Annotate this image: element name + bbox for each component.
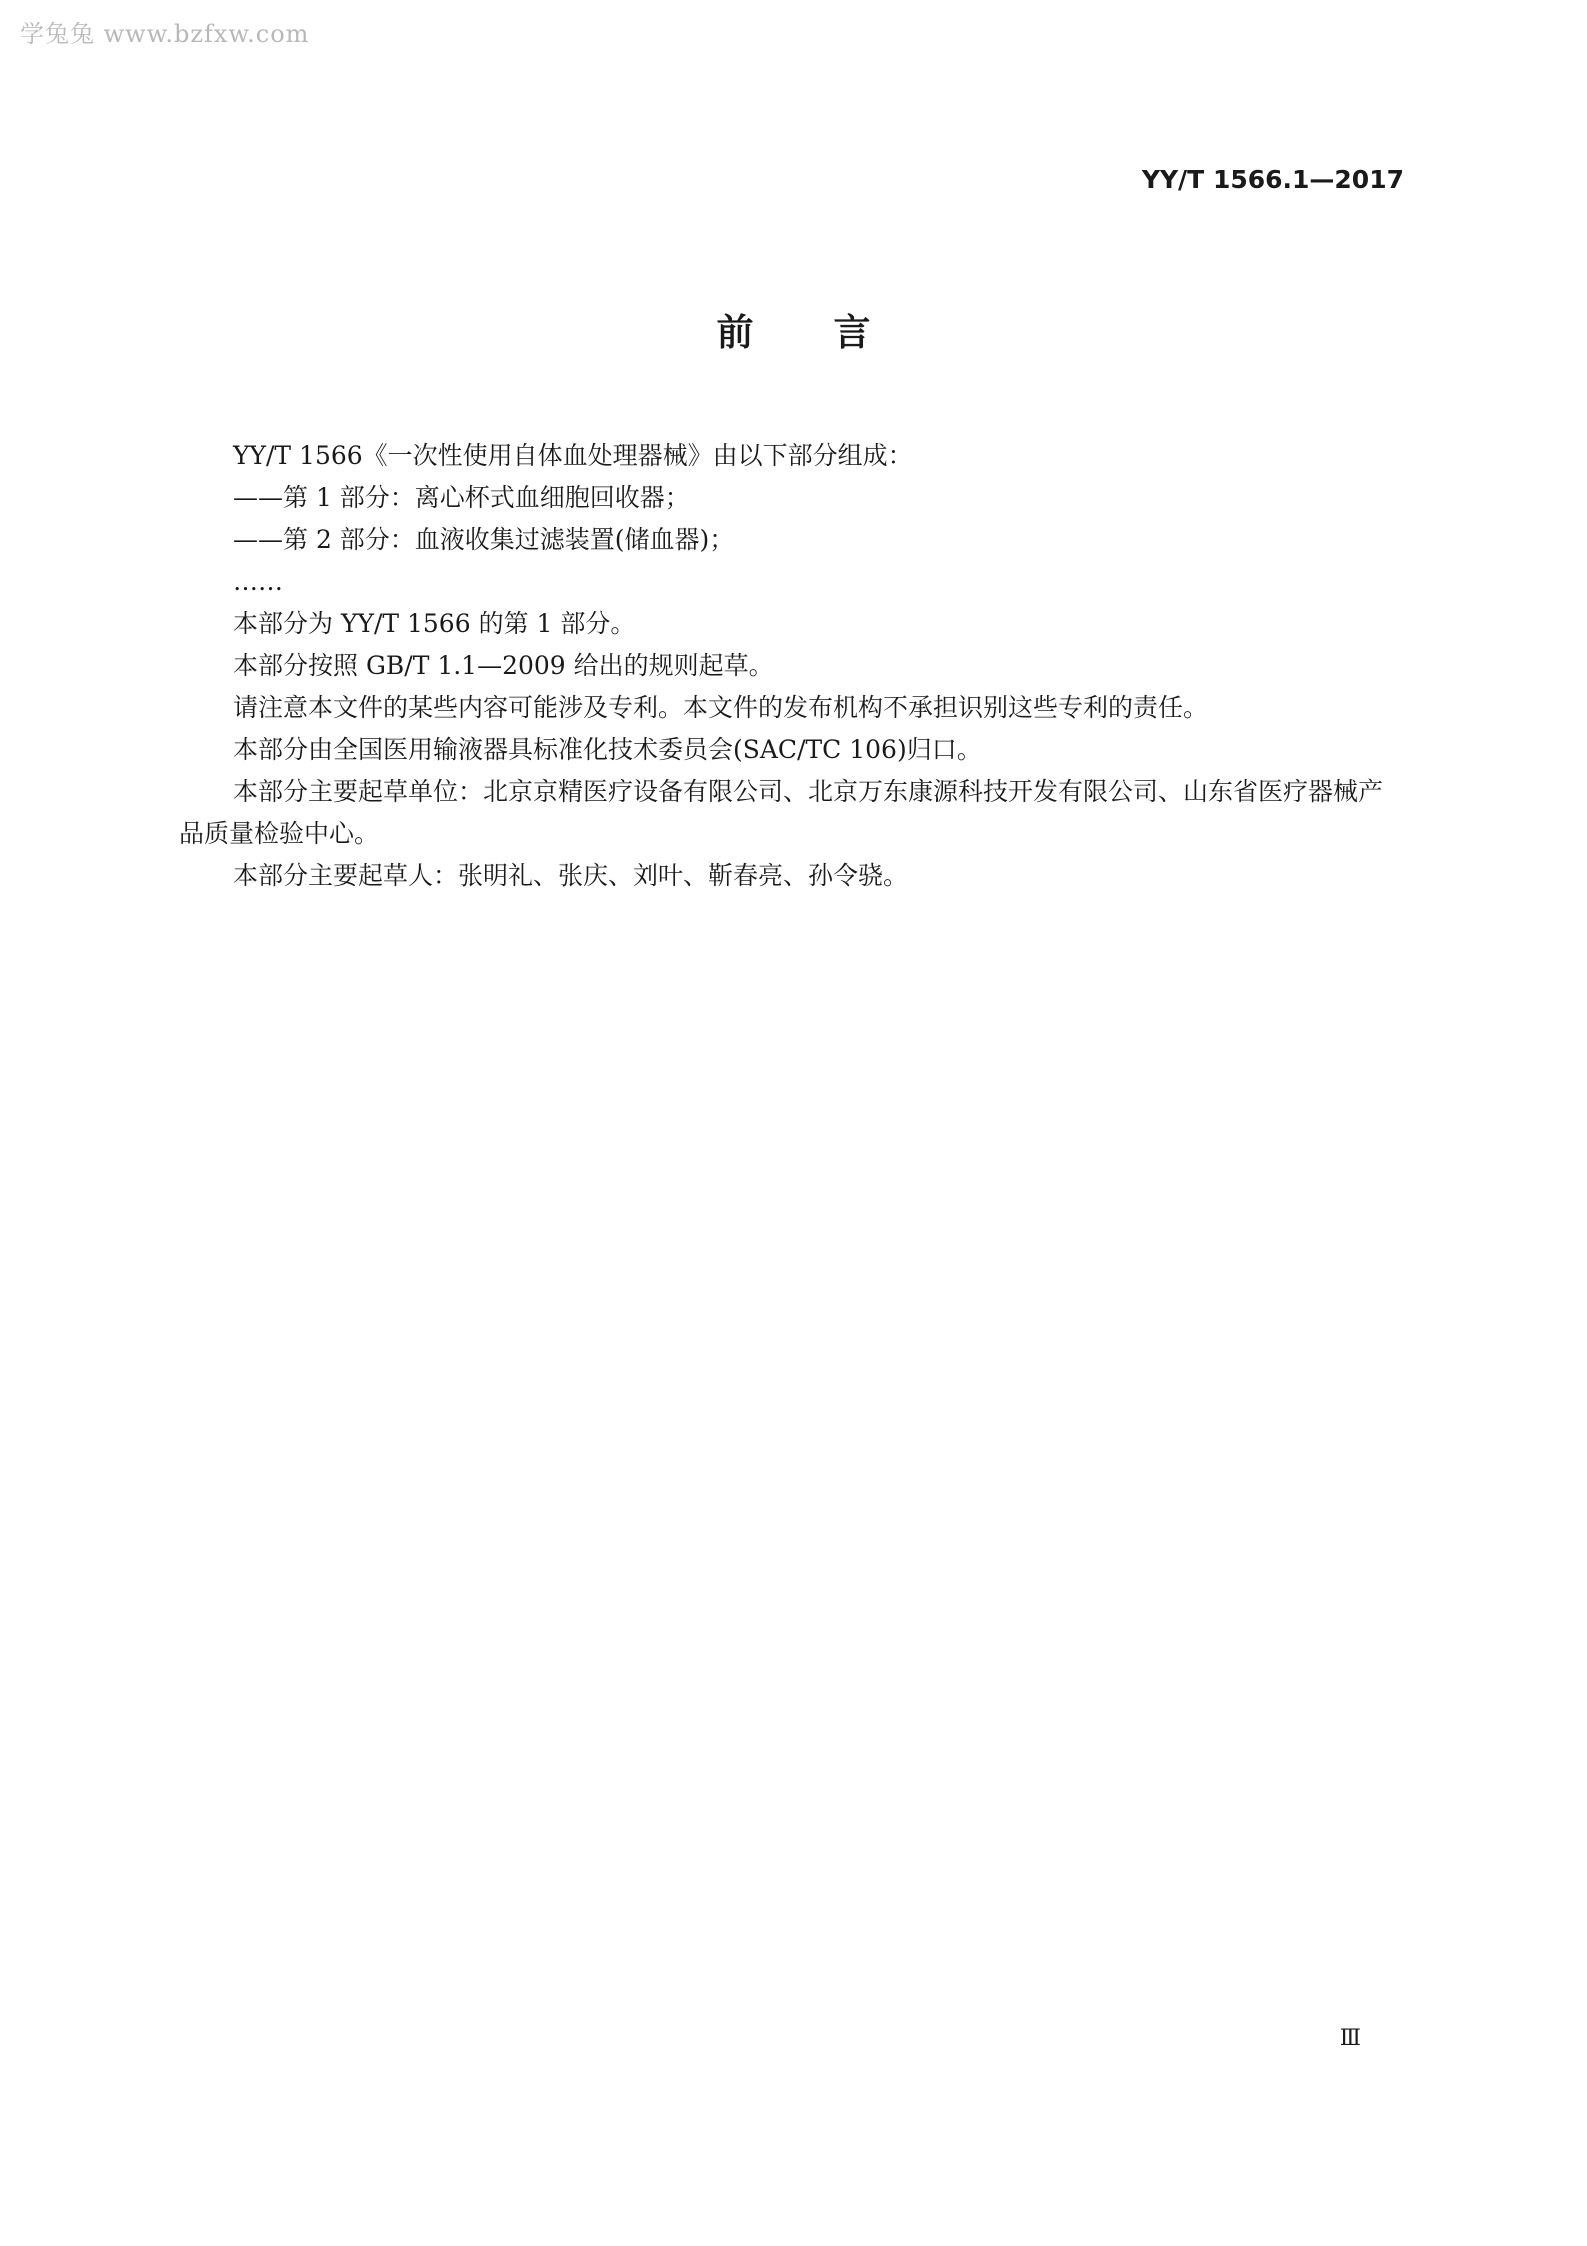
paragraph-drafting-units: 本部分主要起草单位：北京京精医疗设备有限公司、北京万东康源科技开发有限公司、山东省医疗器械产品质量检验中心。 (179, 777, 1384, 848)
list-ellipsis: …… (233, 567, 283, 596)
section-title: 前言 (716, 311, 951, 354)
paragraph-patent-notice: 请注意本文件的某些内容可能涉及专利。本文件的发布机构不承担识别这些专利的责任。 (233, 693, 1209, 722)
watermark: 学兔兔 www.bzfxw.com (20, 20, 310, 48)
paragraph-drafting-rules: 本部分按照 GB/T 1.1—2009 给出的规则起草。 (233, 651, 774, 680)
paragraph-part-statement: 本部分为 YY/T 1566 的第 1 部分。 (233, 609, 636, 638)
standard-code: YY/T 1566.1—2017 (1141, 165, 1404, 194)
page-number: Ⅲ (1339, 2026, 1361, 2051)
paragraph-committee: 本部分由全国医用输液器具标准化技术委员会(SAC/TC 106)归口。 (233, 735, 982, 764)
paragraph-drafters: 本部分主要起草人：张明礼、张庆、刘叶、靳春亮、孙令骁。 (233, 861, 909, 890)
list-item-part-1: ——第 1 部分：离心杯式血细胞回收器； (233, 483, 690, 512)
foreword-body (179, 435, 1407, 897)
paragraph-parts-intro: YY/T 1566《一次性使用自体血处理器械》由以下部分组成： (233, 441, 913, 470)
list-item-part-2: ——第 2 部分：血液收集过滤装置(储血器)； (233, 525, 735, 554)
